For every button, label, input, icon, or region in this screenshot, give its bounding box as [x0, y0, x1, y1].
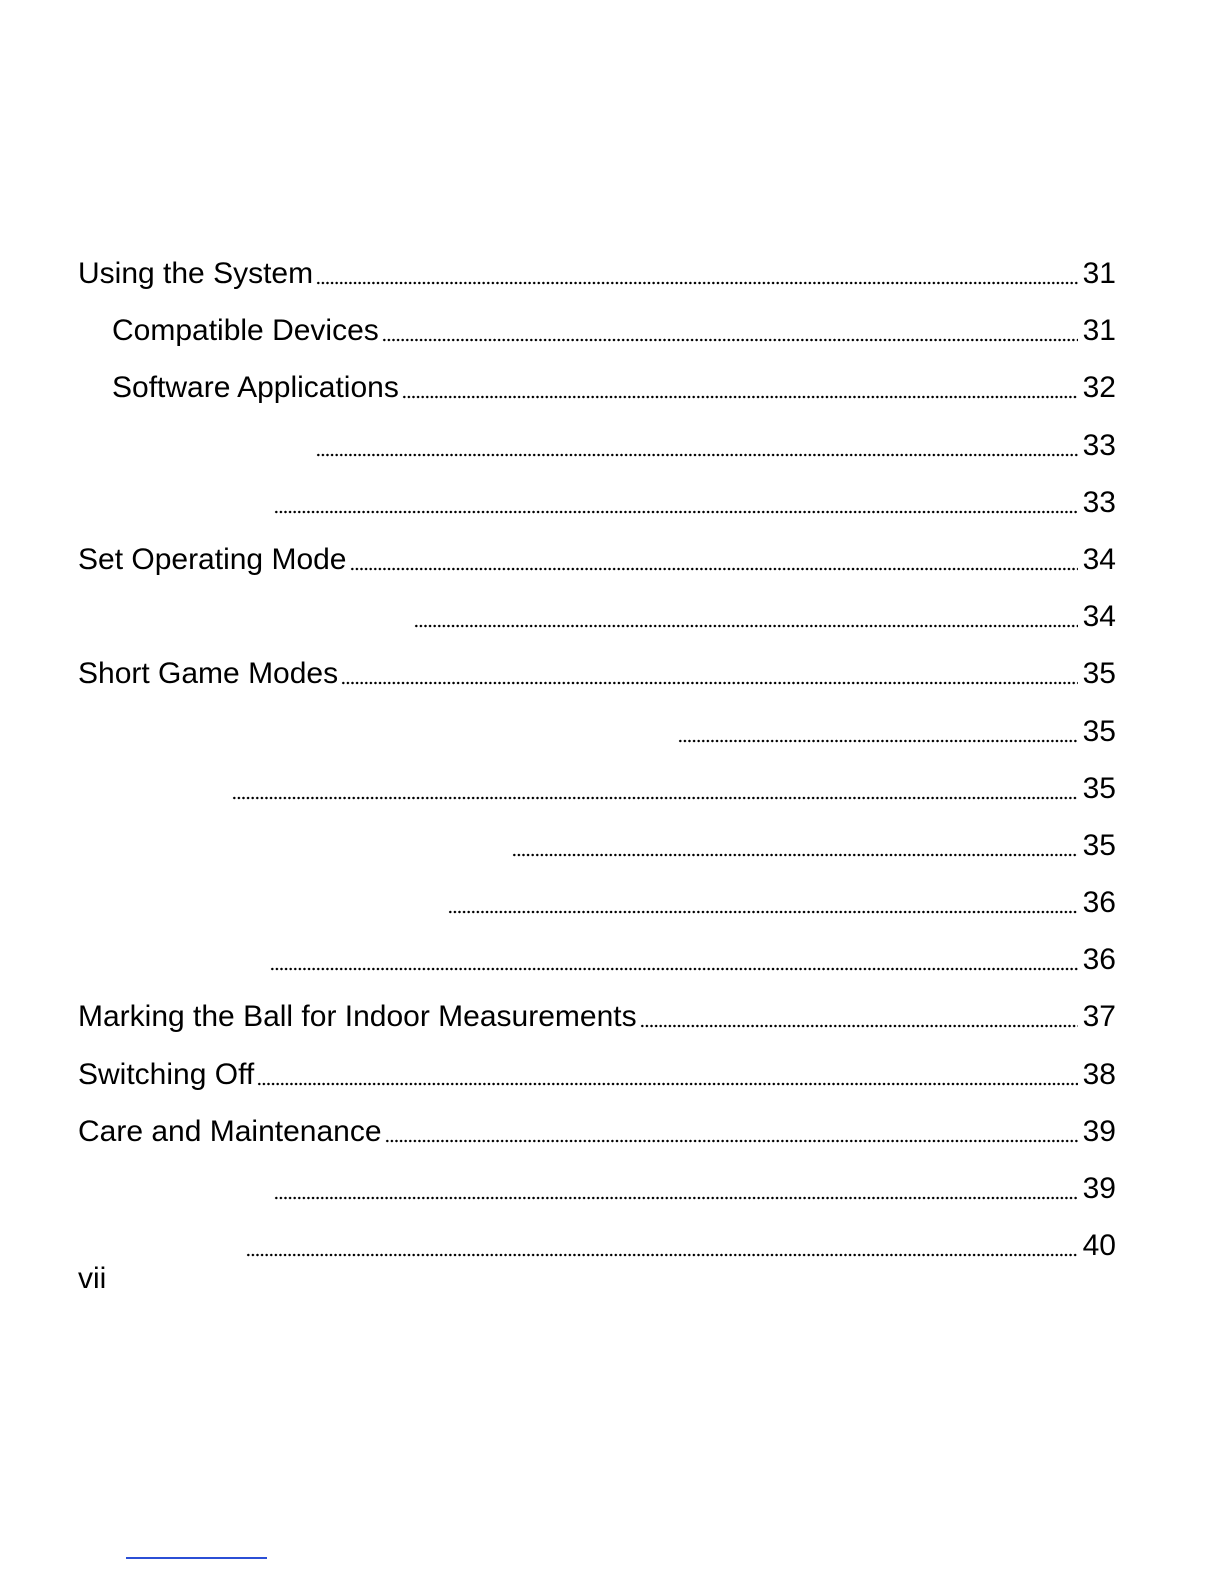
- toc-entry[interactable]: [78, 989, 1116, 1046]
- toc-entry[interactable]: [78, 646, 1116, 703]
- dot-leader: [640, 1024, 1078, 1028]
- footer-rule: [126, 1557, 267, 1559]
- toc-entry-page: 33: [1080, 479, 1116, 527]
- dot-leader: [448, 910, 1078, 914]
- toc-entry-page: 34: [1080, 593, 1116, 641]
- dot-leader: [341, 681, 1078, 685]
- toc-entry-page: 36: [1080, 936, 1116, 984]
- toc-entry-label: Care and Maintenance: [78, 1108, 384, 1156]
- dot-leader: [274, 1196, 1078, 1200]
- toc-entry-page: 40: [1080, 1222, 1116, 1270]
- toc-entry[interactable]: [78, 1104, 1116, 1161]
- toc-entry[interactable]: [78, 1218, 1116, 1275]
- toc-entry-page: 31: [1080, 307, 1116, 355]
- dot-leader: [385, 1139, 1078, 1143]
- dot-leader: [512, 853, 1078, 857]
- table-of-contents: [78, 246, 1116, 1275]
- dot-leader: [350, 567, 1078, 571]
- dot-leader: [232, 796, 1078, 800]
- toc-entry[interactable]: [78, 1047, 1116, 1104]
- toc-entry[interactable]: [78, 360, 1116, 417]
- toc-entry[interactable]: [78, 704, 1116, 761]
- dot-leader: [316, 281, 1078, 285]
- toc-entry-label: Software Applications: [112, 364, 401, 412]
- toc-entry[interactable]: [78, 818, 1116, 875]
- dot-leader: [274, 510, 1078, 514]
- toc-entry[interactable]: [78, 1161, 1116, 1218]
- page-number: vii: [78, 1262, 107, 1295]
- toc-entry-page: 34: [1080, 536, 1116, 584]
- toc-entry-page: 39: [1080, 1108, 1116, 1156]
- toc-entry-page: 35: [1080, 650, 1116, 698]
- toc-entry-page: 36: [1080, 879, 1116, 927]
- toc-entry[interactable]: [78, 761, 1116, 818]
- toc-entry-label: Marking the Ball for Indoor Measurements: [78, 993, 639, 1041]
- dot-leader: [382, 338, 1078, 342]
- toc-entry-label: Compatible Devices: [112, 307, 381, 355]
- toc-entry[interactable]: [78, 589, 1116, 646]
- toc-entry-page: 38: [1080, 1051, 1116, 1099]
- dot-leader: [257, 1082, 1078, 1086]
- toc-entry-page: 39: [1080, 1165, 1116, 1213]
- dot-leader: [678, 739, 1078, 743]
- toc-entry[interactable]: [78, 932, 1116, 989]
- toc-entry-page: 31: [1080, 250, 1116, 298]
- toc-entry[interactable]: [78, 418, 1116, 475]
- dot-leader: [316, 453, 1078, 457]
- toc-entry-page: 35: [1080, 765, 1116, 813]
- toc-entry[interactable]: [78, 246, 1116, 303]
- toc-entry-page: 35: [1080, 822, 1116, 870]
- dot-leader: [246, 1253, 1078, 1257]
- toc-entry-label: Switching Off: [78, 1051, 256, 1099]
- toc-entry-page: 32: [1080, 364, 1116, 412]
- toc-entry[interactable]: [78, 875, 1116, 932]
- dot-leader: [414, 624, 1078, 628]
- toc-entry-label: Short Game Modes: [78, 650, 340, 698]
- toc-entry-label: Using the System: [78, 250, 315, 298]
- toc-entry[interactable]: [78, 475, 1116, 532]
- dot-leader: [402, 395, 1078, 399]
- toc-entry-label: Set Operating Mode: [78, 536, 349, 584]
- toc-entry-page: 35: [1080, 708, 1116, 756]
- toc-entry-page: 33: [1080, 422, 1116, 470]
- toc-entry-page: 37: [1080, 993, 1116, 1041]
- toc-entry[interactable]: [78, 532, 1116, 589]
- toc-entry[interactable]: [78, 303, 1116, 360]
- dot-leader: [270, 967, 1078, 971]
